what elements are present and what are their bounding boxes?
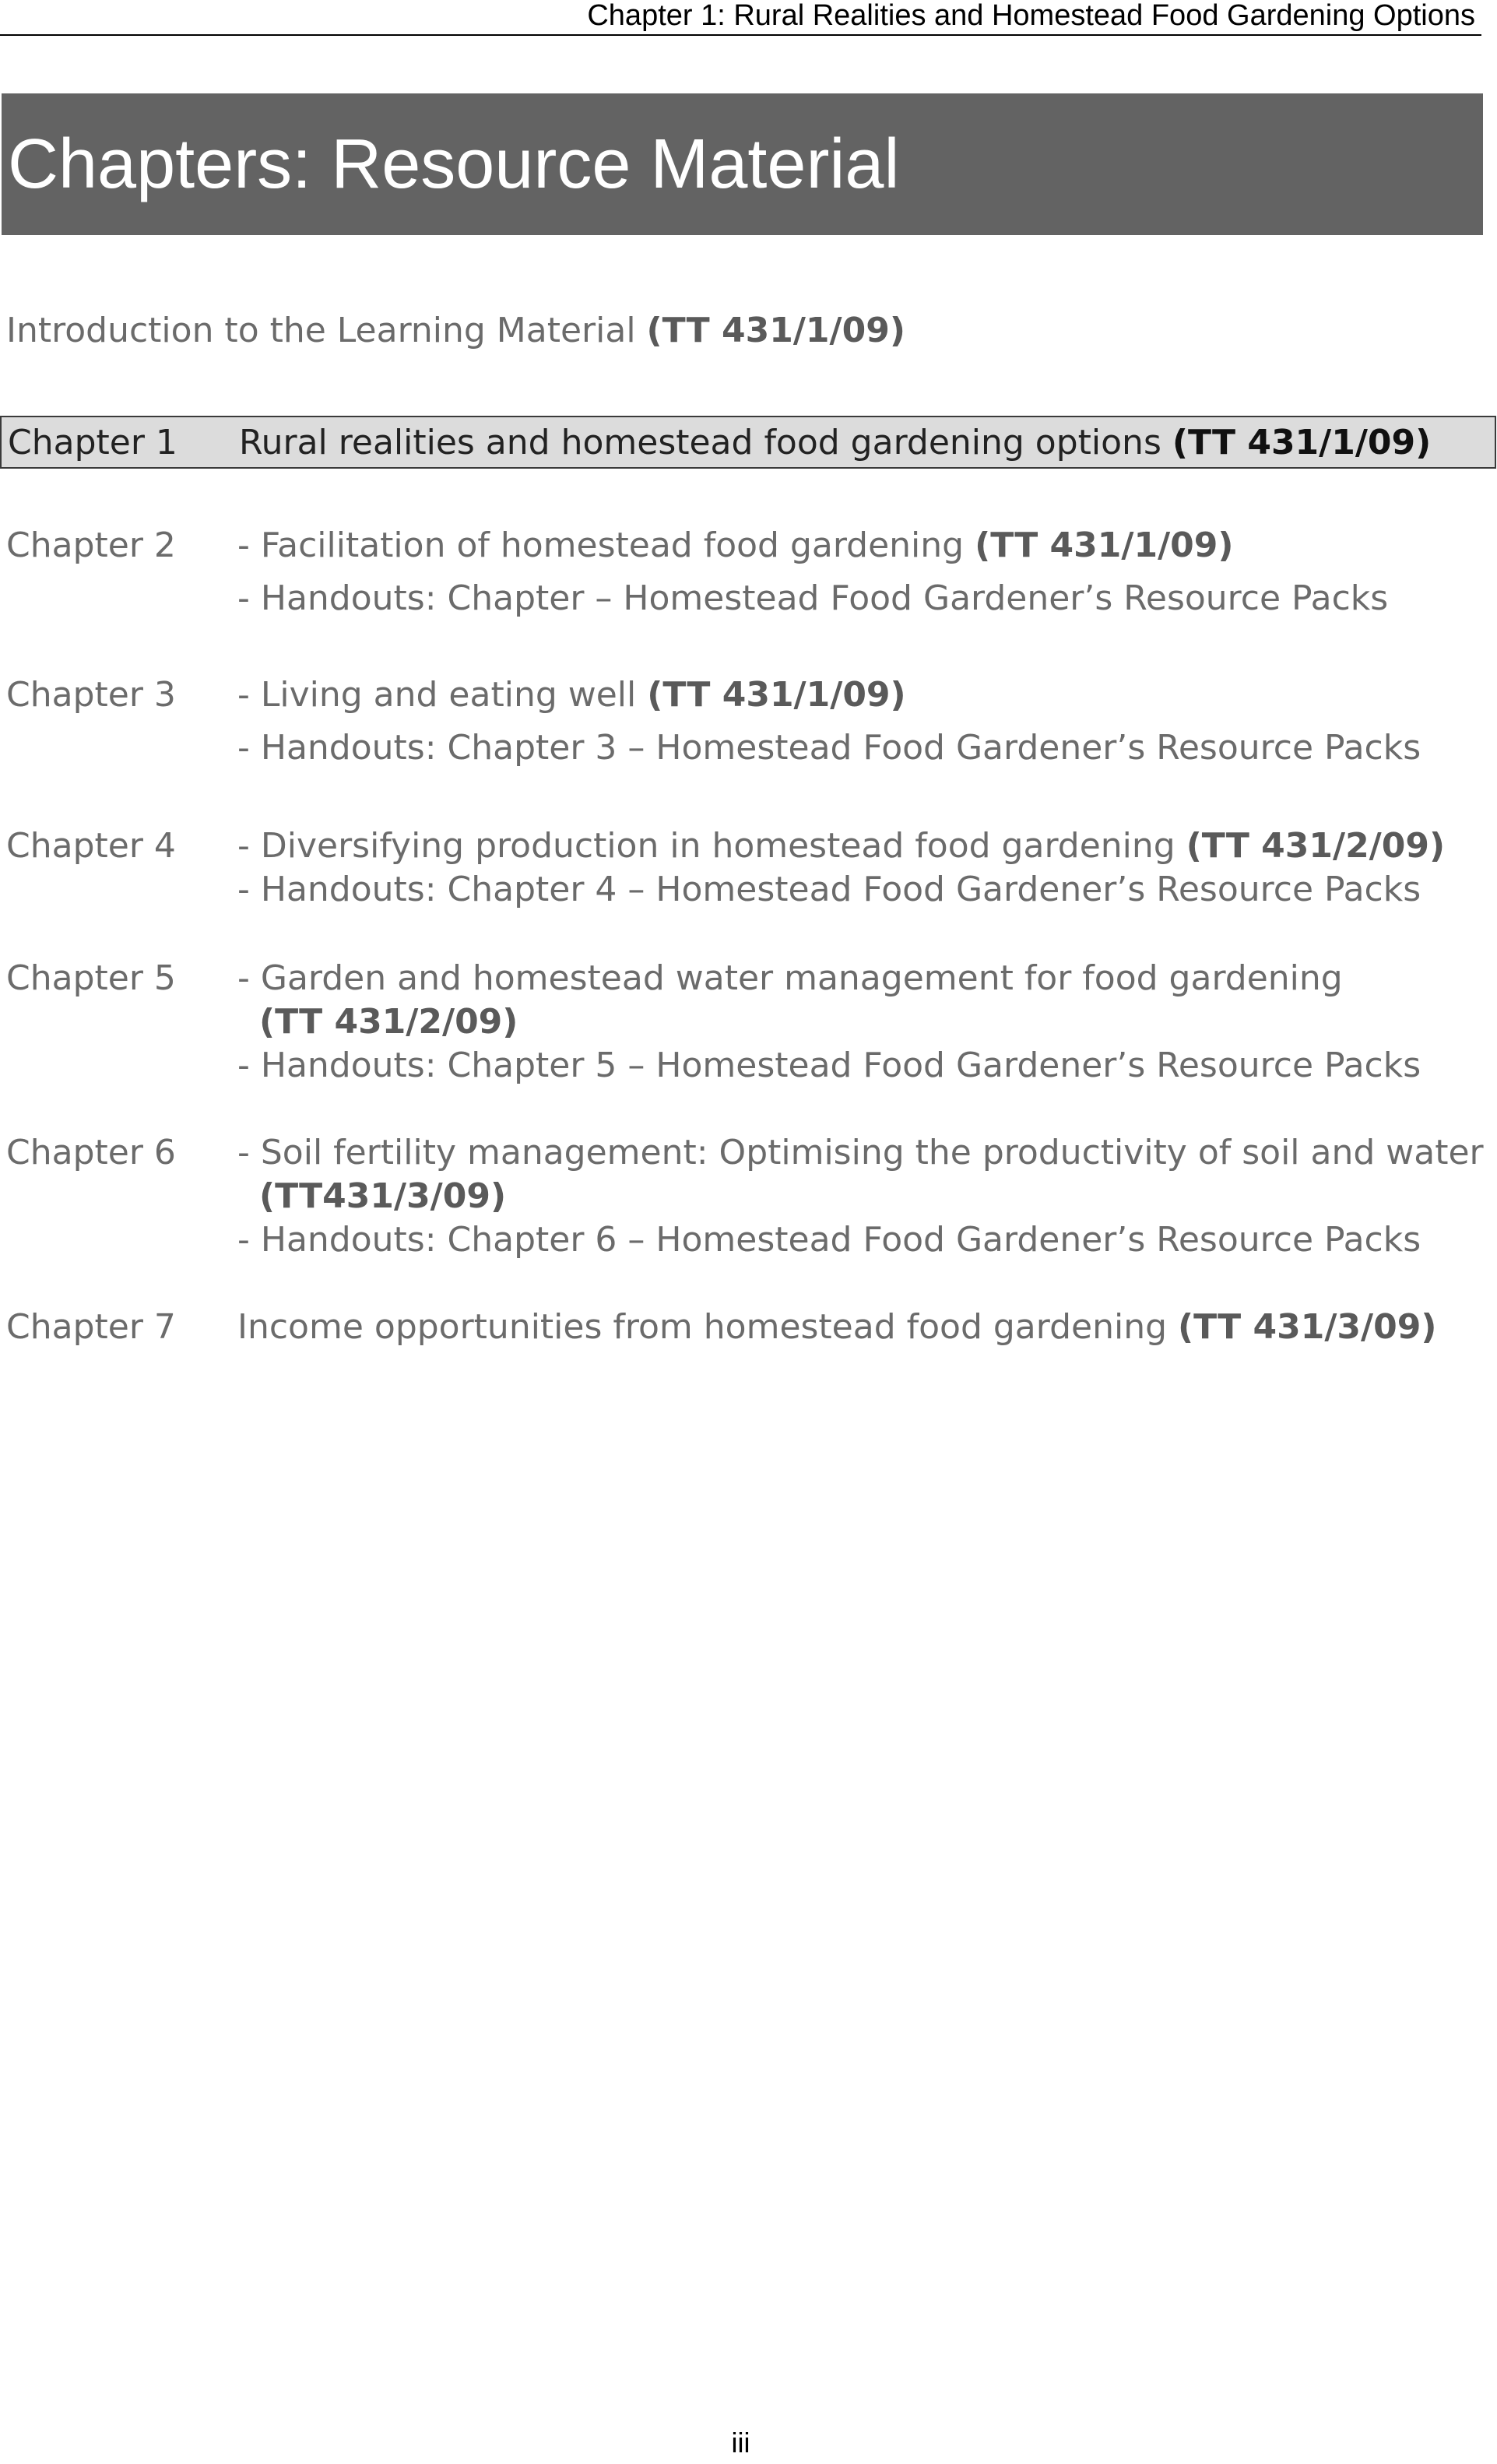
chapter-5-item-2: - Handouts: Chapter 5 – Homestead Food Gardener’s Resource Packs: [237, 1046, 1421, 1085]
chapter-6-code: (TT431/3/09): [259, 1176, 507, 1216]
running-header-title: Chapter 1: Rural Realities and Homestead Food Gardening Options: [587, 0, 1475, 32]
chapter-2-item-2: - Handouts: Chapter – Homestead Food Gardener’s Resource Packs: [237, 578, 1389, 618]
chapter-7-code: (TT 431/3/09): [1178, 1307, 1437, 1347]
intro-code: (TT 431/1/09): [646, 311, 905, 350]
chapter-4-item-1: [237, 825, 1445, 867]
chapter-2-item-1-code: (TT 431/1/09): [975, 525, 1234, 565]
chapter-4-item-1-code: (TT 431/2/09): [1186, 826, 1446, 866]
chapter-6-label: Chapter 6: [6, 1133, 176, 1172]
chapter-3-item-1-code: (TT 431/1/09): [647, 675, 906, 715]
chapter-1-entry: [239, 422, 1431, 464]
intro-text: Introduction to the Learning Material: [6, 311, 647, 350]
chapter-1-label: Chapter 1: [8, 423, 177, 462]
chapter-2-label: Chapter 2: [6, 525, 176, 565]
chapter-7-label: Chapter 7: [6, 1307, 176, 1347]
chapter-3-item-1: [237, 674, 906, 716]
running-header: [0, 0, 1481, 36]
chapter-5-label: Chapter 5: [6, 958, 176, 998]
chapter-6-item-2: - Handouts: Chapter 6 – Homestead Food Gardener’s Resource Packs: [237, 1220, 1421, 1260]
title-banner: [2, 93, 1483, 235]
chapter-1-row: [0, 416, 1496, 469]
chapter-1-text: Rural realities and homestead food gardening options: [239, 423, 1172, 462]
chapter-4-label: Chapter 4: [6, 826, 176, 866]
chapter-4-item-2: - Handouts: Chapter 4 – Homestead Food Gardener’s Resource Packs: [237, 870, 1421, 909]
page-number: iii: [731, 2427, 750, 2459]
chapter-2-item-1-text: - Facilitation of homestead food gardening: [237, 525, 975, 565]
chapter-1-code: (TT 431/1/09): [1172, 423, 1432, 462]
chapter-6-item-1-text: - Soil fertility management: Optimising the productivity of soil and water: [237, 1133, 1484, 1172]
chapter-5-item-1-code: [259, 1001, 518, 1043]
chapter-6-item-1-code: [259, 1176, 506, 1218]
chapter-2-item-1: [237, 525, 1233, 567]
intro-line: [6, 310, 905, 352]
chapter-3-item-2: - Handouts: Chapter 3 – Homestead Food Gardener’s Resource Packs: [237, 728, 1421, 768]
chapter-3-item-1-text: - Living and eating well: [237, 675, 648, 715]
chapter-7-text: Income opportunities from homestead food gardening: [237, 1307, 1179, 1347]
chapter-7-entry: [237, 1306, 1436, 1348]
chapter-5-item-1-text: - Garden and homestead water management for food gardening: [237, 958, 1343, 998]
chapter-5-code: (TT 431/2/09): [259, 1002, 518, 1042]
page-title: Chapters: Resource Material: [8, 125, 900, 203]
chapter-3-label: Chapter 3: [6, 675, 176, 715]
chapter-4-item-1-text: - Diversifying production in homestead food gardening: [237, 826, 1186, 866]
